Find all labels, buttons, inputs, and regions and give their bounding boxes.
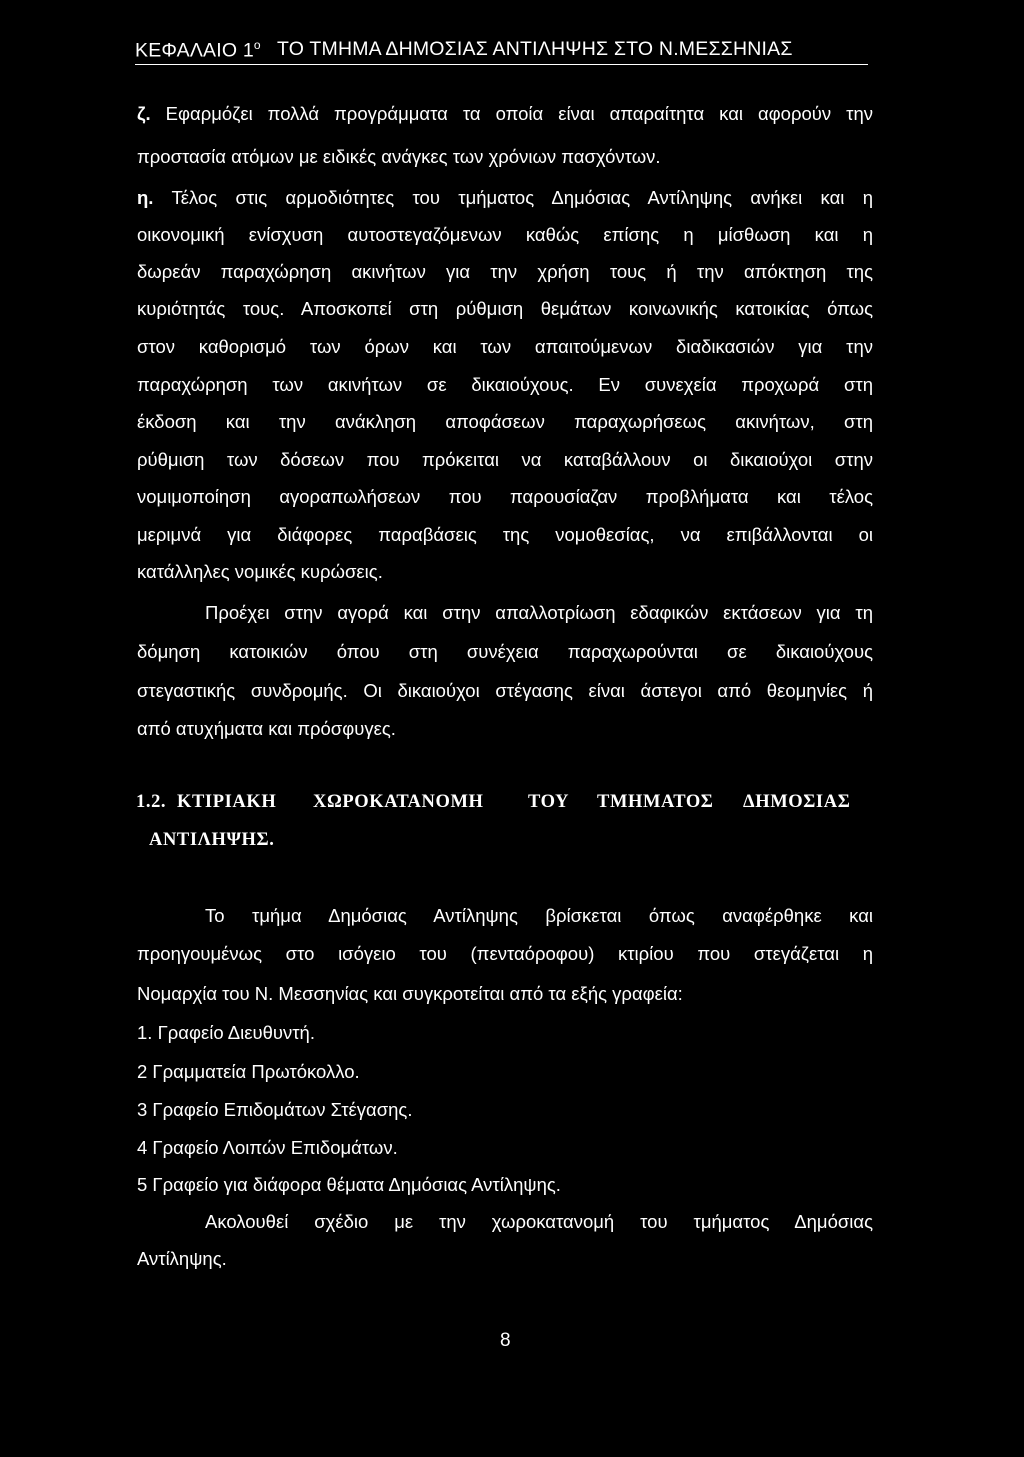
item-h-line-3: δωρεάν παραχώρηση ακινήτων για την χρήση τους ή την απόκτηση της (137, 261, 873, 282)
running-header (135, 38, 868, 65)
closing-line-1: Ακολουθεί σχέδιο με την χωροκατανομή του τμήματος Δημόσιας (205, 1211, 873, 1232)
item-h-line-8: ρύθμιση των δόσεων που πρόκειται να καταβάλλουν οι δικαιούχοι στην (137, 449, 873, 470)
section-word-5: ΔΗΜΟΣΙΑΣ (743, 792, 851, 812)
item-h-line-1 (137, 187, 873, 209)
item-h-line-4: κυριότητάς τους. Αποσκοπεί στη ρύθμιση θεμάτων κοινωνικής κατοικίας όπως (137, 298, 873, 319)
para-proexei-line-2: δόμηση κατοικιών όπου στη συνέχεια παραχωρούνται σε δικαιούχους (137, 641, 873, 662)
para-tmima-line-2: προηγουμένως στο ισόγειο του (πενταόροφου) κτιρίου που στεγάζεται η (137, 943, 873, 964)
section-word-3: ΤΟΥ (528, 792, 570, 812)
section-number: 1.2. (136, 792, 167, 812)
header-chapter (135, 38, 261, 63)
item-h-text-1: Τέλος στις αρμοδιότητες του τμήματος Δημόσιας Αντίληψης ανήκει και η (171, 187, 873, 208)
para-tmima-line-1: Το τμήμα Δημόσιας Αντίληψης βρίσκεται όπως αναφέρθηκε και (205, 905, 873, 926)
item-h-line-7: έκδοση και την ανάκληση αποφάσεων παραχωρήσεως ακινήτων, στη (137, 411, 873, 432)
item-h-line-9: νομιμοποίηση αγοραπωλήσεων που παρουσίαζαν προβλήματα και τέλος (137, 486, 873, 507)
header-title: ΤΟ ΤΜΗΜΑ ΔΗΜΟΣΙΑΣ ΑΝΤΙΛΗΨΗΣ ΣΤΟ Ν.ΜΕΣΣΗΝΙΑΣ (277, 38, 793, 60)
office-list-item: 5 Γραφείο για διάφορα θέματα Δημόσιας Αντίληψης. (137, 1174, 561, 1195)
section-line-2: ΑΝΤΙΛΗΨΗΣ. (149, 830, 275, 850)
item-h-line-11: κατάλληλες νομικές κυρώσεις. (137, 561, 383, 582)
item-h-marker: η. (137, 187, 154, 208)
para-proexei-line-3: στεγαστικής συνδρομής. Οι δικαιούχοι στέγασης είναι άστεγοι από θεομηνίες ή (137, 680, 873, 701)
item-h-line-6: παραχώρηση των ακινήτων σε δικαιούχους. Εν συνεχεία προχωρά στη (137, 374, 873, 395)
closing-line-2: Αντίληψης. (137, 1248, 227, 1269)
office-list-item: 1. Γραφείο Διευθυντή. (137, 1022, 315, 1043)
office-list-item: 4 Γραφείο Λοιπών Επιδομάτων. (137, 1137, 398, 1158)
header-chapter-text: ΚΕΦΑΛΑΙΟ 1 (135, 39, 254, 62)
para-proexei-line-1: Προέχει στην αγορά και στην απαλλοτρίωση εδαφικών εκτάσεων για τη (205, 602, 873, 623)
para-proexei-line-4: από ατυχήματα και πρόσφυγες. (137, 718, 396, 739)
office-list-item: 3 Γραφείο Επιδομάτων Στέγασης. (137, 1099, 413, 1120)
office-list-item: 2 Γραμματεία Πρωτόκολλο. (137, 1061, 360, 1082)
header-chapter-superscript: ο (253, 38, 261, 52)
section-word-2: ΧΩΡΟΚΑΤΑΝΟΜΗ (313, 792, 484, 812)
section-word-4: ΤΜΗΜΑΤΟΣ (597, 792, 714, 812)
item-h-line-2: οικονομική ενίσχυση αυτοστεγαζόμενων καθώς επίσης η μίσθωση και η (137, 224, 873, 245)
section-word-1: ΚΤΙΡΙΑΚΗ (177, 792, 277, 812)
item-h-line-10: μεριμνά για διάφορες παραβάσεις της νομοθεσίας, να επιβάλλονται οι (137, 524, 873, 545)
item-z-line-1 (137, 103, 873, 125)
page-number: 8 (500, 1330, 511, 1351)
para-tmima-line-3: Νομαρχία του Ν. Μεσσηνίας και συγκροτείται από τα εξής γραφεία: (137, 983, 683, 1004)
item-z-marker: ζ. (137, 103, 151, 124)
item-z-line-2: προστασία ατόμων με ειδικές ανάγκες των χρόνιων πασχόντων. (137, 146, 661, 167)
item-h-line-5: στον καθορισμό των όρων και των απαιτούμενων διαδικασιών για την (137, 336, 873, 357)
item-z-text-1: Εφαρμόζει πολλά προγράμματα τα οποία είναι απαραίτητα και αφορούν την (165, 103, 873, 124)
